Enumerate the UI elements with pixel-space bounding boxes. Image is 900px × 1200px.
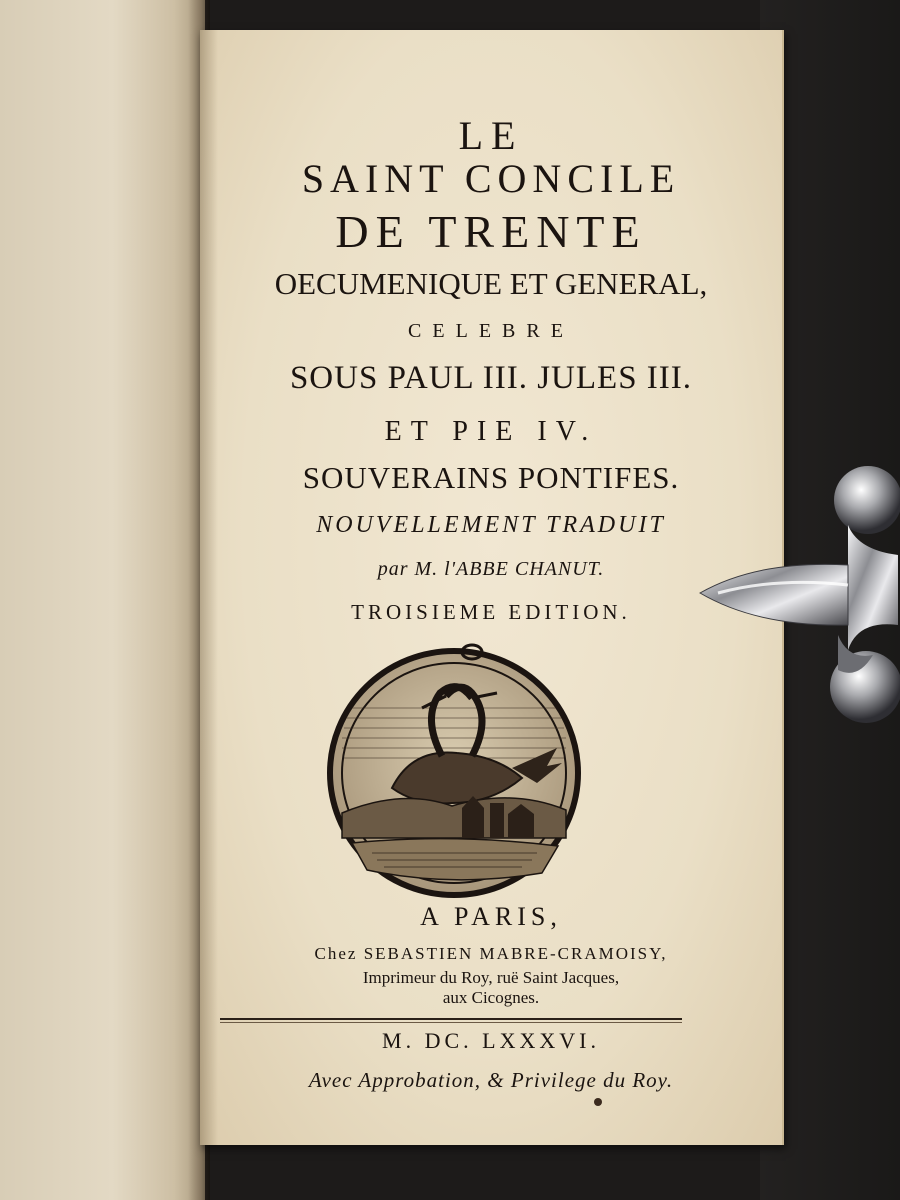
title-line-pie-iv: ET PIE IV. xyxy=(384,416,598,447)
title-line-le: LE xyxy=(458,113,524,158)
imprint-place: A PARIS, xyxy=(420,902,562,931)
imprint-year: M. DC. LXXXVI. xyxy=(382,1028,600,1053)
divider-rule xyxy=(220,1018,682,1020)
approbation-line: Avec Approbation, & Privilege du Roy. xyxy=(308,1068,674,1092)
edition-line: TROISIEME EDITION. xyxy=(351,600,631,624)
title-line-souverains: SOUVERAINS PONTIFES. xyxy=(302,460,680,495)
title-line-oecumenique: OECUMENIQUE ET GENERAL, xyxy=(274,266,708,301)
divider-rule-thin xyxy=(220,1022,682,1023)
title-line-celebre: CELEBRE xyxy=(408,320,574,342)
title-line-de-trente: DE TRENTE xyxy=(335,206,647,257)
left-blank-page xyxy=(0,0,205,1200)
title-line-popes: SOUS PAUL III. JULES III. xyxy=(289,360,693,396)
storks-medallion-icon xyxy=(322,638,586,900)
translator-line: par M. l'ABBE CHANUT. xyxy=(377,558,605,580)
imprint-address: Imprimeur du Roy, ruë Saint Jacques, xyxy=(362,968,620,987)
fleur-de-lis-bookstand-icon xyxy=(698,455,900,740)
paper-speck xyxy=(594,1098,602,1106)
title-line-saint-concile: SAINT CONCILE xyxy=(301,156,681,201)
subtitle-translation: NOUVELLEMENT TRADUIT xyxy=(316,512,666,538)
imprint-sign: aux Cicognes. xyxy=(442,988,540,1007)
title-page xyxy=(200,30,784,1145)
imprint-printer: Chez SEBASTIEN MABRE-CRAMOISY, xyxy=(314,944,668,963)
